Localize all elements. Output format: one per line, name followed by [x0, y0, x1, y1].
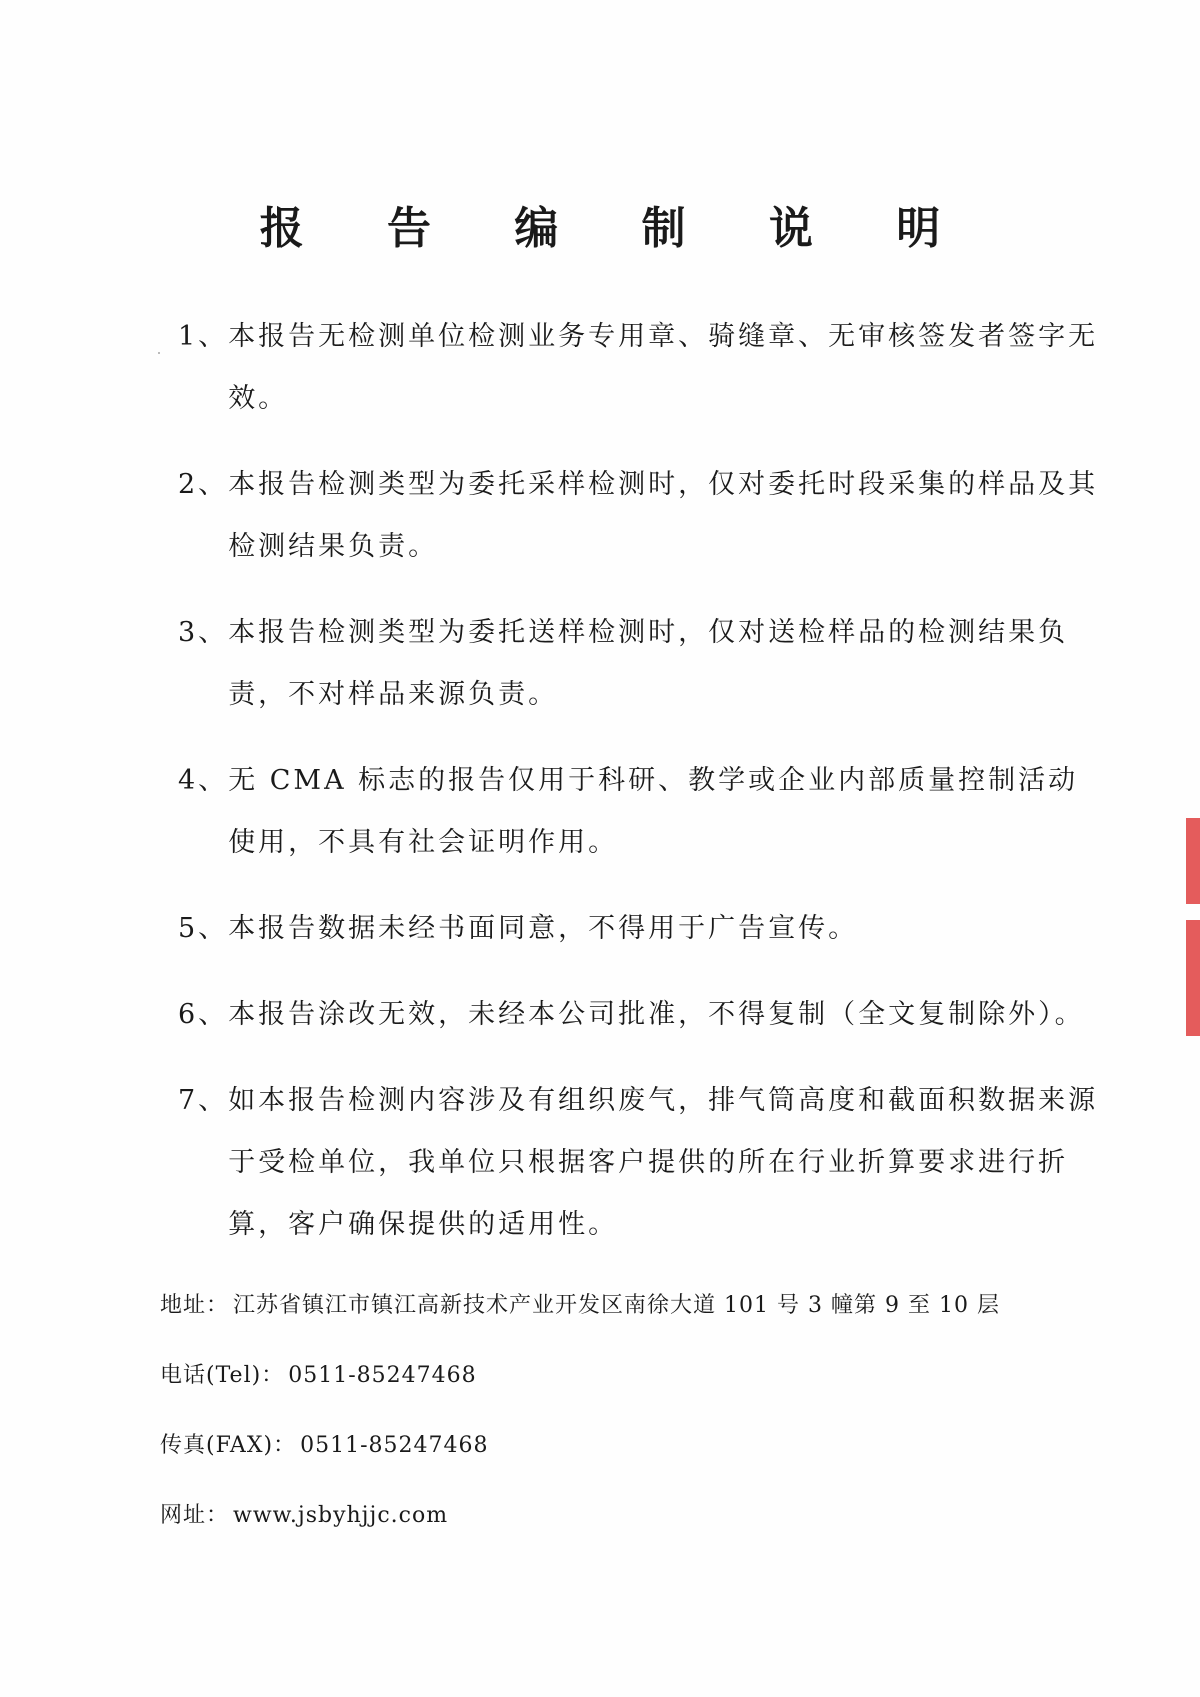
item-number: 1、	[178, 321, 229, 352]
seal-fragment-bottom	[1186, 920, 1200, 1036]
item-number: 3、	[178, 617, 229, 648]
list-item	[178, 750, 1118, 874]
item-text: 无 CMA 标志的报告仅用于科研、教学或企业内部质量控制活动使用，不具有社会证明作用。	[228, 765, 1079, 858]
item-text: 本报告检测类型为委托送样检测时，仅对送检样品的检测结果负责，不对样品来源负责。	[228, 617, 1069, 710]
web-value: www.jsbyhjjc.com	[233, 1503, 449, 1528]
page-title: 报 告 编 制 说 明	[259, 203, 975, 254]
item-number: 2、	[178, 469, 229, 500]
tel-label: 电话(Tel)：	[160, 1363, 285, 1388]
item-text: 本报告涂改无效，未经本公司批准，不得复制（全文复制除外）。	[228, 999, 1085, 1030]
item-number: 7、	[178, 1085, 229, 1116]
web-label: 网址：	[160, 1503, 230, 1528]
item-number: 4、	[178, 765, 229, 796]
list-item	[178, 306, 1118, 430]
item-text: 本报告数据未经书面同意，不得用于广告宣传。	[228, 913, 859, 944]
address-value: 江苏省镇江市镇江高新技术产业开发区南徐大道 101 号 3 幢第 9 至 10 层	[233, 1293, 1000, 1318]
scan-speck	[158, 352, 160, 354]
item-text: 本报告无检测单位检测业务专用章、骑缝章、无审核签发者签字无效。	[228, 321, 1099, 414]
address-line	[160, 1288, 1100, 1319]
address-label: 地址：	[160, 1293, 230, 1318]
tel-value: 0511-85247468	[288, 1363, 477, 1388]
fax-label: 传真(FAX)：	[160, 1433, 297, 1458]
fax-line	[160, 1428, 1100, 1459]
web-line	[160, 1498, 1100, 1529]
item-text: 本报告检测类型为委托采样检测时，仅对委托时段采集的样品及其检测结果负责。	[228, 469, 1099, 562]
item-number: 5、	[178, 913, 229, 944]
item-number: 6、	[178, 999, 229, 1030]
list-item	[178, 602, 1118, 726]
tel-line	[160, 1358, 1100, 1389]
list-item	[178, 454, 1118, 578]
seal-fragment-top	[1186, 818, 1200, 904]
notes-list	[178, 306, 1118, 1280]
item-text: 如本报告检测内容涉及有组织废气，排气筒高度和截面积数据来源于受检单位，我单位只根据客户提供的所在行业折算要求进行折算，客户确保提供的适用性。	[228, 1085, 1099, 1240]
list-item	[178, 898, 1118, 960]
fax-value: 0511-85247468	[300, 1433, 489, 1458]
list-item	[178, 984, 1118, 1046]
list-item	[178, 1070, 1118, 1256]
